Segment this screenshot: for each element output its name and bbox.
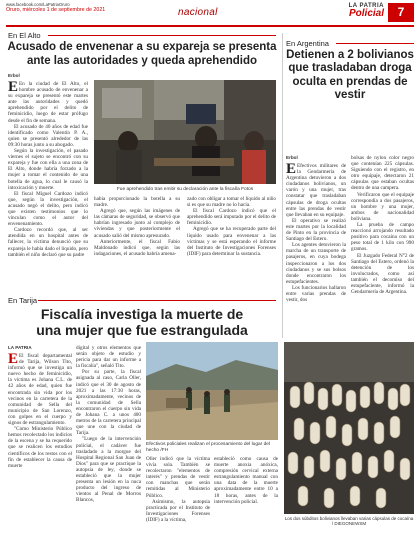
drop-cap: E [286, 163, 297, 177]
story2-headline: Detienen a 2 bolivianos que trasladaban droga oculta en prendas de vestir [286, 49, 414, 102]
story2-location-tag: En Argentina [286, 39, 329, 48]
story1-paragraph-10: El fiscal Cardozo indicó que el aprehendido será imputado por el delito de feminicidio. [187, 208, 276, 227]
story1-column-2 [94, 196, 180, 272]
story2-photo-caption: Los dos súbditos bolivianos llevaban varias cápsulas de cocaína / DIEGONEWSM [284, 516, 414, 527]
story1-paragraph-6: había proporcionado la botella a su madre. [94, 196, 180, 209]
story2-paragraph-6: Verificaron que el equipaje correspondía a dos pasajeros, un hombre y una mujer, ambos de nacionalidad boliviana. [351, 191, 414, 222]
page-number: 7 [388, 3, 414, 22]
header-rule [6, 25, 414, 27]
story2-paragraph-7: La prueba de campo reaccionó arrojando resultado positivo para cocaína con un peso total de 1 kilo con 990 gramos. [351, 222, 414, 253]
drug-capsules-image [284, 342, 414, 514]
story2-photo [284, 342, 414, 514]
story3-location-tag: En Tarija [8, 296, 38, 305]
story3-paragraph-6: Oller indicó que la víctima vivía sola. También se recolectaron "elementos de interés" y prendas de vestir con manchas que serán remitidas al Ministerio Público. [146, 456, 210, 499]
story2-column-2 [351, 155, 414, 338]
story2-column-1 [286, 163, 346, 338]
story2-paragraph-2: El operativo se realizó este martes por la localidad de Pinto en la provincia de Santiago del Estero. [286, 217, 346, 243]
story3-column-2 [76, 345, 141, 531]
story2-paragraph-4: Los funcionarios hallaron entre varias prendas de vestir, dos [286, 284, 346, 304]
story1-tag-rule [48, 35, 276, 36]
story3-paragraph-4: Por su parte, la fiscal asignada al caso, Carla Oller, indicó que el 30 de agosto de 2021 a las 17:30 horas, aproximadamente, vecinos de la comunidad de Sella encontraron el cuerpo sin vida de Johana C. a unos 400 metros de la carretera principal que une con la ciudad de Tarija. [76, 369, 141, 437]
story1-paragraph-5: Cardozo recordó que, al ser atendida en un hospital antes de fallecer, la víctima denunció que su expareja le había dado el líquido, pero también el niño declaró que su padre [8, 227, 88, 258]
office-scene-image [94, 80, 276, 184]
logo-title: LA PATRIA [348, 3, 384, 9]
drop-cap: E [8, 353, 19, 367]
story1-byline: Erbol [8, 73, 20, 78]
story3-paragraph-1: El fiscal departamental de Tarija, Wilson Tito, informó que se investiga un nuevo hecho de feminicidio, la víctima es Johana C.L. de 42 años de edad, quien fue encontrada sin vida por los vecinos en la carretera de la comunidad de Sella del municipio de San Lorenzo, con golpes en el cuerpo y signos de estrangulamiento. [8, 353, 72, 427]
story3-column-3 [146, 456, 210, 531]
story1-paragraph-8: Anteriormente, el fiscal Fabio Maldonado indicó que, según las indagaciones, el acusado habría amena- [94, 238, 180, 257]
story3-byline: LA PATRIA [8, 345, 32, 350]
story2-paragraph-3: Los agentes detuvieron la marcha de un transporte de pasajeros, en cuya bodega inspeccionaron a los dos ciudadanos y se sus bolsos donde encontraron los estupefacientes. [286, 242, 346, 285]
story1-headline-line2: ante las autoridades y queda aprehendido [26, 54, 258, 67]
story1-column-3 [187, 196, 276, 272]
story1-paragraph-2: El acusado de 40 años de edad fue identificado como Valentín P. A., quien se presentó alrededor de las 09:30 horas junto a su abogado. [8, 123, 88, 148]
story3-paragraph-3: digital y otros elementos que serán objeto de estudio y pericia para dar un informe a la fiscalía", señaló Tito. [76, 345, 141, 370]
drop-cap: E [8, 81, 19, 95]
story3-photo [146, 342, 278, 440]
story3-paragraph-5: "Luego de la intervención policial, el cadáver fue trasladado a la morgue del Hospital Regional San Juan de Dios" para que se practique la autopsia de ley, donde se estableció que la mujer presenta un lesión en la nuca producto del ingreso de vientos al Penal de Morros Blancos, [76, 436, 141, 504]
facebook-link[interactable]: www.facebook.com/LaPatriaOruro [6, 2, 70, 7]
story2-paragraph-1: Efectivos militares de la Gendarmería de Argentina detuvieron a dos ciudadanos bolivianos, un varón y una mujer, tras constatar que trasladaban cápsulas de droga ocultas entre las prendas de vestir que llevaban en su equipaje. [286, 163, 346, 218]
story3-photo-caption: Efectivos policiales realizan el procesamiento del lugar del hecho /FH [146, 442, 270, 453]
story1-paragraph-9: zado con obligar a tomar el líquido al niño si es que su madre no lo hacía. [187, 196, 276, 209]
crime-scene-image [146, 342, 278, 440]
story3-tag-rule [38, 300, 276, 301]
story1-headline [6, 41, 278, 68]
story1-photo-caption: Fue aprehendido tras emitir su declaración ante la fiscalía Fotos [116, 187, 254, 192]
story2-tag-rule [336, 43, 414, 44]
newspaper-logo [320, 3, 384, 19]
story3-headline-line2: una mujer que fue estrangulada [36, 322, 248, 338]
section-name: nacional [178, 7, 218, 18]
story3-paragraph-7: Asimismo, la autopsia practicada por el Instituto de Investigaciones Forenses (IDIF) a la víctima, [146, 498, 210, 523]
story2-paragraph-5: bolsas de nylon color negro que contenían 225 cápsulas. Siguiendo con el registro, en otro equipaje, detectaron 21 cápsulas que estaban ocultas dentro de una campera. [351, 155, 414, 192]
story3-headline [6, 306, 278, 338]
story2-paragraph-8: El Juzgado Federal N°2 de Santiago del Estero, ordenó la detención de los involucrados, como así también el decomiso del estupefaciente, informó la Gendarmería de Argentina. [351, 252, 414, 296]
edition-date: Oruro, miércoles 1 de septiembre de 2021 [6, 7, 106, 14]
story1-paragraph-11: Agregó que se ha recuperado parte del líquido usado para envenenar a las víctimas y se está esperando el informe del Instituto de Investigaciones Forenses (IDIF) para determinar la sustancia. [187, 226, 276, 257]
story3-column-4 [214, 456, 278, 531]
story1-headline-line1: Acusado de envenenar a su expareja se presenta [7, 41, 277, 53]
logo-subtitle: Policial [348, 8, 384, 19]
story1-paragraph-4: El fiscal Miguel Cardozo indicó que, según la investigación, el acusado negó el delito, pero indicó que existen testimonios que lo vinculan como el autor del envenenamiento. [8, 190, 88, 228]
story3-column-1 [8, 353, 72, 531]
story1-column-1 [8, 81, 88, 271]
story2-byline: Erbol [286, 155, 298, 160]
header-links [6, 2, 105, 14]
story1-location-tag: En El Alto [8, 31, 41, 40]
story1-photo [94, 80, 276, 184]
story3-paragraph-8: estableció como causa de muerte anoxia anóxica, compresión cervical externa estrangulamiento manual con una data de la muerte aproximadamente entre 10 a 18 horas, antes de la intervención policial. [214, 456, 278, 505]
page-header [0, 0, 420, 28]
story3-headline-line1: Fiscalía investiga la muerte de [40, 306, 244, 322]
story1-paragraph-3: Según la investigación, el pasado viernes el sujeto se encontró con su expareja y fue con ella a una zona de El Alto, donde habría forzado a la mujer a tomar el contenido de una botella de agua, lo cual le causó la intoxicación y muerte. [8, 148, 88, 191]
story3-paragraph-2: "Como Ministerio Público hemos recolectado los indicios de la escena y se ha requerido que se realicen los estudios científicos de los restos con el fin de establecer la causa de muerte [8, 426, 72, 469]
story1-paragraph-7: Agregó que, según las imágenes de las cámaras de seguridad, se observó que habrían ingresado junto al complejo de viviendas y que posteriormente el acusado salió del mismo apresurado. [94, 208, 180, 239]
story1-paragraph-1: En la ciudad de El Alto, el hombre acusado de envenenar a su expareja se presentó este martes ante las autoridades y quedó aprehendido por el delito de feminicidio, luego de estar prófugo desde el fin de semana. [8, 81, 88, 124]
